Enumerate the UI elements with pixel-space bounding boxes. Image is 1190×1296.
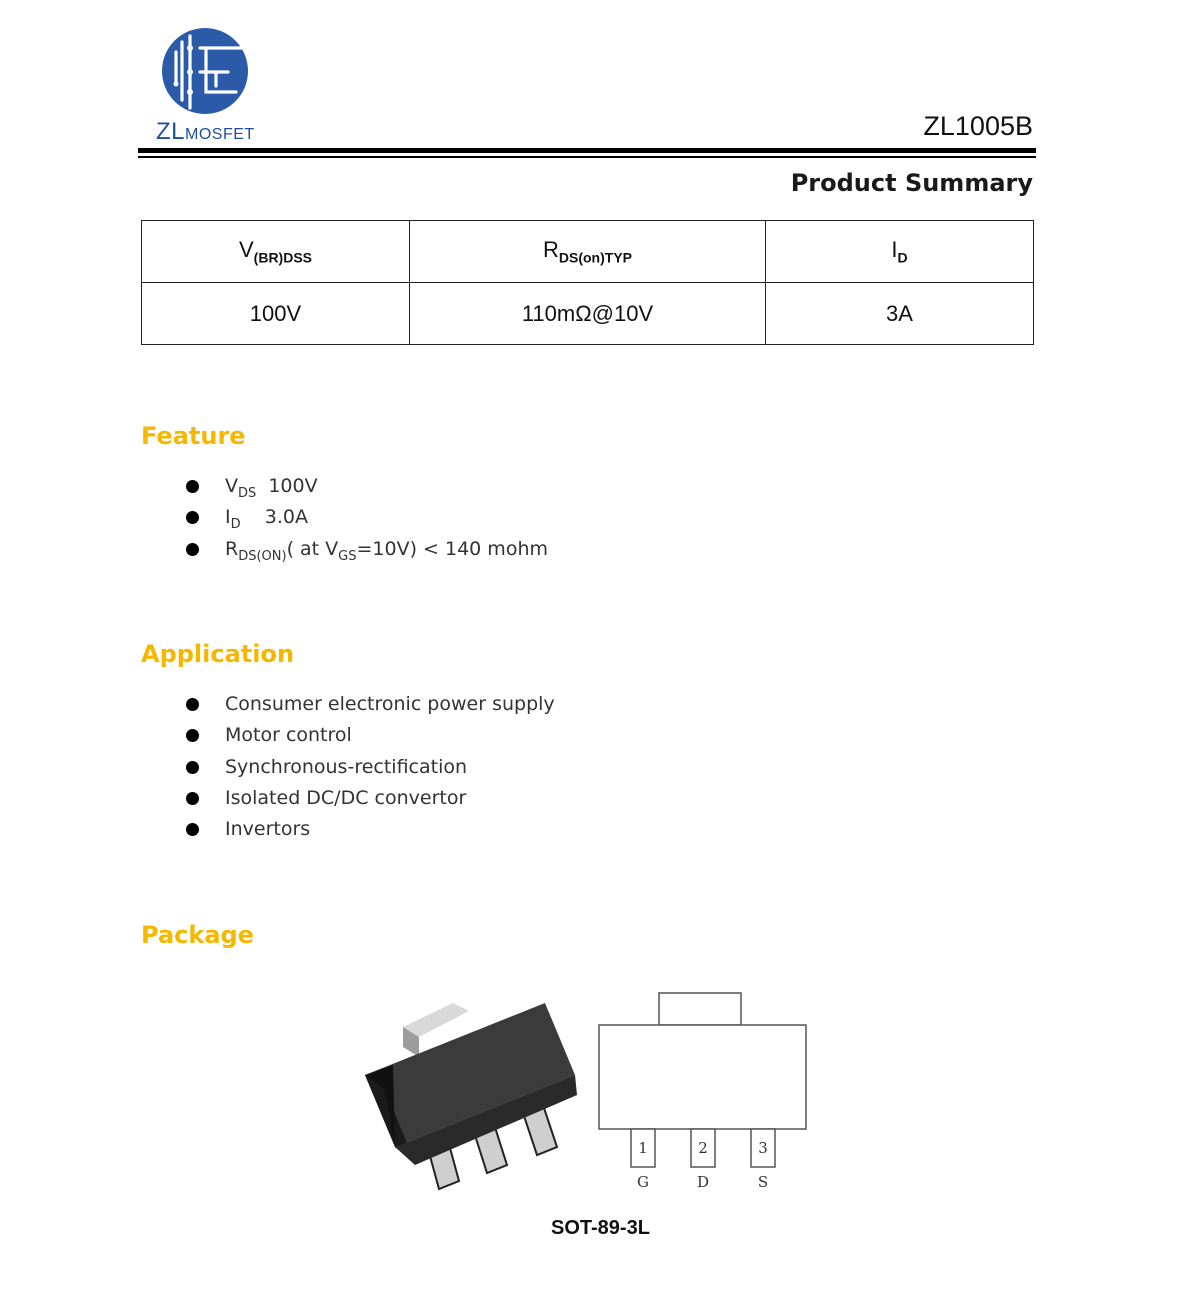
feature-heading: Feature: [141, 422, 246, 450]
list-item: Invertors: [186, 815, 555, 846]
list-item: $I_D$ 3.0A: [186, 503, 548, 534]
list-item: $R_{DS(ON)}$( at $V_{GS}=10V) < 140$ mohm: [186, 535, 548, 566]
table-header-row: [142, 221, 1034, 283]
header-rule-thin: [138, 156, 1036, 158]
package-heading: Package: [141, 921, 254, 949]
table-row: [142, 283, 1034, 345]
package-label: SOT-89-3L: [551, 1217, 650, 1239]
table-cell: 110mΩ@10V: [410, 283, 766, 345]
pin-name: G: [637, 1173, 649, 1191]
list-item: Consumer electronic power supply: [186, 690, 555, 721]
product-summary-table: [141, 220, 1034, 345]
list-item: $V_{DS}$ 100V: [186, 472, 548, 503]
part-number: ZL1005B: [923, 111, 1033, 141]
package-drawing: [355, 985, 815, 1200]
table-cell: 100V: [142, 283, 410, 345]
package-3d-icon: [365, 1003, 577, 1189]
table-cell: 3A: [766, 283, 1034, 345]
list-item: Motor control: [186, 721, 555, 752]
table-header-cell: $R_{DS(on)TYP}$: [410, 221, 766, 283]
pin-number: 2: [698, 1139, 708, 1157]
table-header-cell: $I_D$: [766, 221, 1034, 283]
pin-number: 1: [638, 1139, 648, 1157]
pin-number: 3: [758, 1139, 768, 1157]
feature-list: [186, 472, 548, 566]
pin-name: D: [696, 1173, 710, 1191]
brand-small: MOSFET: [185, 126, 255, 143]
summary-title: Product Summary: [790, 169, 1033, 197]
application-heading: Application: [141, 640, 295, 668]
application-list: [186, 690, 555, 846]
brand-name: [156, 118, 255, 146]
pin-name: S: [757, 1173, 769, 1191]
list-item: Isolated DC/DC convertor: [186, 784, 555, 815]
list-item: Synchronous-rectification: [186, 753, 555, 784]
brand-big: ZL: [156, 118, 186, 145]
header-rule-thick: [138, 148, 1036, 153]
table-header-cell: $V_{(BR)DSS}$: [142, 221, 410, 283]
